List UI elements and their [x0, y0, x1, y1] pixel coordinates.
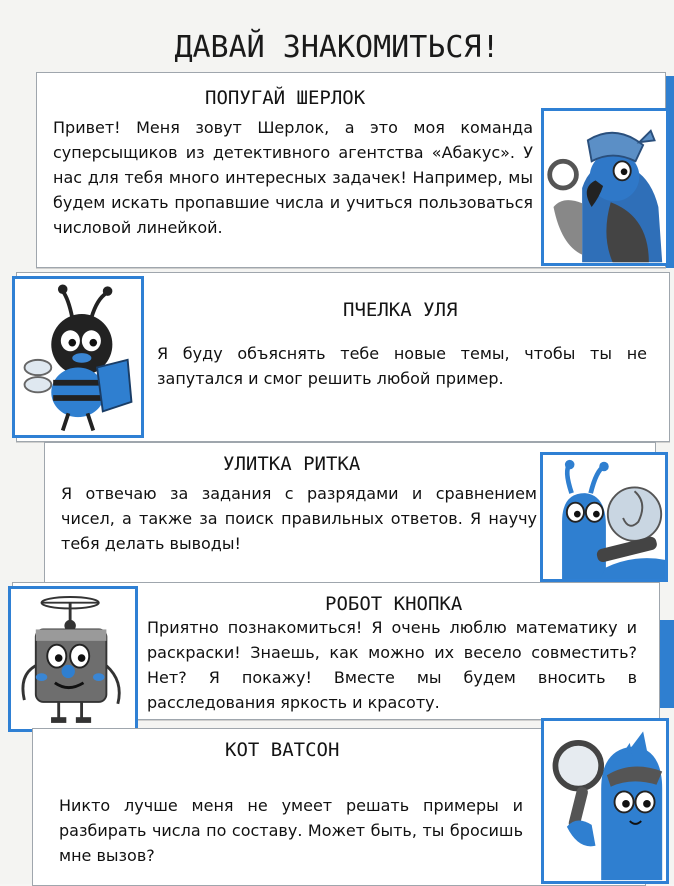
- parrot-detective-icon: [541, 108, 669, 266]
- page-title: ДАВАЙ ЗНАКОМИТЬСЯ!: [174, 30, 500, 65]
- character-name: КОТ ВАТСОН: [225, 739, 340, 761]
- character-name: ПОПУГАЙ ШЕРЛОК: [205, 87, 366, 109]
- character-description: Я отвечаю за задания с разрядами и сравнением чисел, а также за поиск правильных ответов. Я научу тебя делать выводы!: [61, 484, 537, 553]
- character-description: Я буду объяснять тебе новые темы, чтобы ты не запутался и смог решить любой пример.: [157, 344, 647, 388]
- bee-reading-icon: [12, 276, 144, 438]
- character-name: УЛИТКА РИТКА: [223, 453, 361, 475]
- character-name: ПЧЕЛКА УЛЯ: [343, 299, 458, 321]
- character-description: Приятно познакомиться! Я очень люблю математику и раскраски! Знаешь, как можно их весело совместить? Нет? Я покажу! Вместе мы будем вносить в расследования яркость и красоту.: [147, 618, 637, 712]
- cat-magnifier-icon: [541, 718, 669, 884]
- character-name: РОБОТ КНОПКА: [325, 593, 463, 615]
- robot-icon: [8, 586, 138, 732]
- snail-icon: [540, 452, 668, 582]
- character-description: Привет! Меня зовут Шерлок, а это моя команда суперсыщиков из детективного агентства «Абакус». У нас для тебя много интересных задачек! Например, мы будем искать пропавшие числа и учиться пользоваться числовой линейкой.: [53, 118, 533, 237]
- character-description: Никто лучше меня не умеет решать примеры и разбирать числа по составу. Может быть, ты бросишь мне вызов?: [59, 796, 523, 865]
